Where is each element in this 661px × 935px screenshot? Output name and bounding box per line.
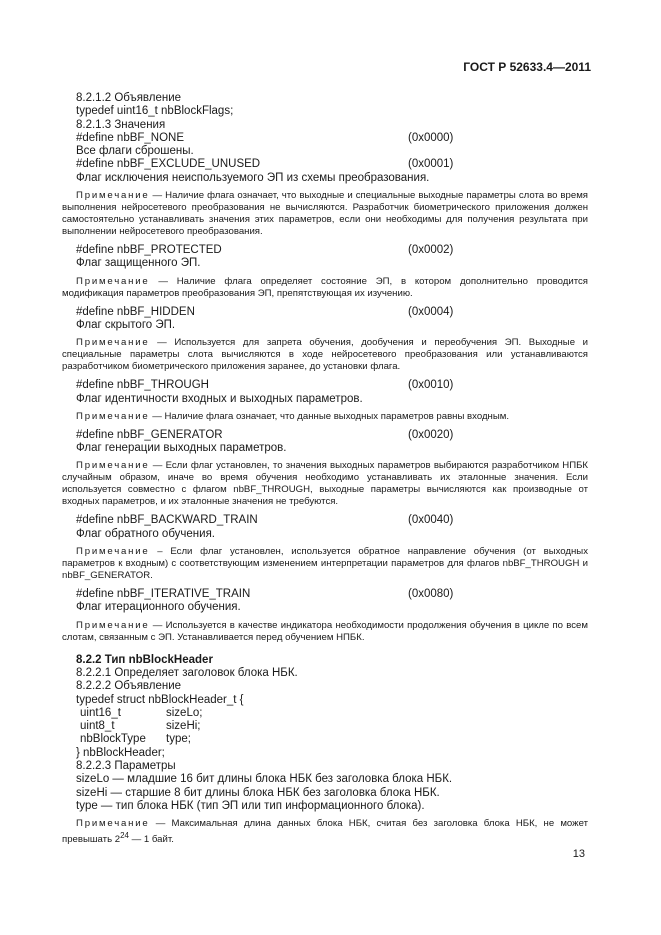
define-desc: Все флаги сброшены.: [76, 145, 194, 158]
note-text: — Наличие флага означает, что данные выходных параметров равны входным.: [149, 410, 510, 422]
define-line: [76, 379, 588, 392]
clause-8-2-2-3: 8.2.2.3 Параметры: [76, 760, 176, 773]
define-line: [76, 588, 588, 601]
struct-open: typedef struct nbBlockHeader_t {: [76, 693, 244, 706]
define-desc: Флаг скрытого ЭП.: [76, 318, 176, 331]
define-value: (0x0040): [408, 514, 454, 527]
clause-8-2-1-2: 8.2.1.2 Объявление: [76, 92, 182, 104]
note: [62, 620, 588, 644]
struct-close: } nbBlockHeader;: [76, 746, 165, 759]
note: [62, 411, 588, 423]
note-label: Примечание: [76, 410, 150, 422]
define-desc: Флаг генерации выходных параметров.: [76, 442, 287, 455]
define-line: [76, 158, 588, 171]
define-value: (0x0080): [408, 588, 454, 601]
note-label: Примечание: [76, 818, 150, 830]
define-name: #define nbBF_HIDDEN: [76, 305, 195, 318]
exponent: 24: [120, 831, 129, 841]
note-tail: — 1 байт.: [128, 834, 174, 846]
define-name: #define nbBF_BACKWARD_TRAIN: [76, 514, 258, 527]
define-name: #define nbBF_ITERATIVE_TRAIN: [76, 588, 251, 601]
note-label: Примечание: [76, 337, 150, 349]
define-line: [76, 306, 588, 319]
define-desc: Флаг защищенного ЭП.: [76, 257, 201, 270]
note-text: — Наличие флага означает, что выходные и специальные выходные параметры слота во время выполнения нейросетевого преобразования не вычисляются. Разработчик биометрического приложения должен самостоятельно устанавливать значения этих параметров, если они необходимы для получения результата при выполнении нейросетевого преобразования.: [62, 190, 588, 238]
define-desc: Флаг исключения неиспользуемого ЭП из схемы преобразования.: [76, 171, 430, 184]
note-text: — Используется в качестве индикатора необходимости продолжения обучения в цикле по всем слотам, связанным с ЭП. Устанавливается перед обучением НПБК.: [62, 619, 588, 643]
section-title: 8.2.2 Тип nbBlockHeader: [76, 653, 213, 666]
param-sizelo: sizeLo — младшие 16 бит длины блока НБК без заголовка блока НБК.: [76, 773, 453, 786]
define-value: (0x0004): [408, 305, 454, 318]
define-name: #define nbBF_THROUGH: [76, 379, 209, 392]
define-value: (0x0000): [408, 131, 454, 144]
note: [62, 337, 588, 373]
note-text: — Максимальная длина данных блока НБК, считая без заголовка блока НБК, не может превышать 2: [62, 818, 588, 846]
define-line: [76, 514, 588, 527]
define-value: (0x0020): [408, 428, 454, 441]
define-name: #define nbBF_GENERATOR: [76, 428, 223, 441]
define-value: (0x0002): [408, 244, 454, 257]
note: [62, 460, 588, 508]
struct-field: [76, 720, 588, 733]
clause-8-2-2-1: 8.2.2.1 Определяет заголовок блока НБК.: [76, 666, 298, 679]
field-type: uint16_t: [80, 706, 121, 719]
note-text: – Если флаг установлен, используется обратное направление обучения (от выходных параметров к входным) с соответствующим изменением интерпретации параметров для флагов nbBF_THROUGH и nbBF_GENERATOR.: [62, 546, 588, 582]
note: [62, 546, 588, 582]
note-text: — Используется для запрета обучения, дообучения и переобучения ЭП. Выходные и специальные параметры слота вычисляются в ходе нейросетевого преобразования или устанавливаются разработчиком биометрического приложения заранее, до установки флага.: [62, 337, 588, 373]
note: [62, 276, 588, 300]
note-label: Примечание: [76, 619, 150, 631]
field-type: uint8_t: [80, 720, 115, 733]
define-line: [76, 429, 588, 442]
document-header: ГОСТ Р 52633.4—2011: [463, 60, 591, 74]
note: [62, 190, 588, 238]
define-desc: Флаг обратного обучения.: [76, 527, 215, 540]
define-name: #define nbBF_EXCLUDE_UNUSED: [76, 158, 261, 171]
struct-field: [76, 733, 588, 746]
clause-8-2-2-2: 8.2.2.2 Объявление: [76, 680, 182, 693]
note-label: Примечание: [76, 190, 150, 202]
define-name: #define nbBF_PROTECTED: [76, 244, 222, 257]
param-type: type — тип блока НБК (тип ЭП или тип информационного блока).: [76, 799, 425, 812]
define-desc: Флаг итерационного обучения.: [76, 601, 241, 614]
note-text: — Наличие флага определяет состояние ЭП, в котором дополнительно проводится модификация параметров преобразования ЭП, препятствующая их изучению.: [62, 275, 588, 299]
define-line: [76, 132, 588, 145]
define-desc: Флаг идентичности входных и выходных параметров.: [76, 392, 363, 405]
note-text: — Если флаг установлен, то значения выходных параметров выбираются разработчиком НПБК случайным образом, иначе во время обучения необходимо устанавливать их эталонные значения. Если используется совместно с флагом nbBF_THROUGH, выходные параметры вычисляются как производные от входных параметров, и их эталонные значения не требуются.: [62, 460, 588, 508]
page-content: [62, 92, 588, 852]
define-name: #define nbBF_NONE: [76, 131, 185, 144]
final-note: [62, 818, 588, 846]
note-label: Примечание: [76, 546, 150, 558]
typedef-line: typedef uint16_t nbBlockFlags;: [76, 105, 234, 118]
define-value: (0x0001): [408, 158, 454, 171]
note-label: Примечание: [76, 275, 150, 287]
clause-8-2-1-3: 8.2.1.3 Значения: [76, 118, 166, 131]
struct-field: [76, 707, 588, 720]
field-name: type;: [166, 733, 191, 746]
define-value: (0x0010): [408, 379, 454, 392]
param-sizehi: sizeHi — старшие 8 бит длины блока НБК без заголовка блока НБК.: [76, 786, 440, 799]
field-name: sizeLo;: [166, 706, 203, 719]
field-type: nbBlockType: [80, 733, 146, 746]
field-name: sizeHi;: [166, 720, 201, 733]
note-label: Примечание: [76, 460, 150, 472]
define-line: [76, 244, 588, 257]
page-number: 13: [572, 848, 585, 860]
